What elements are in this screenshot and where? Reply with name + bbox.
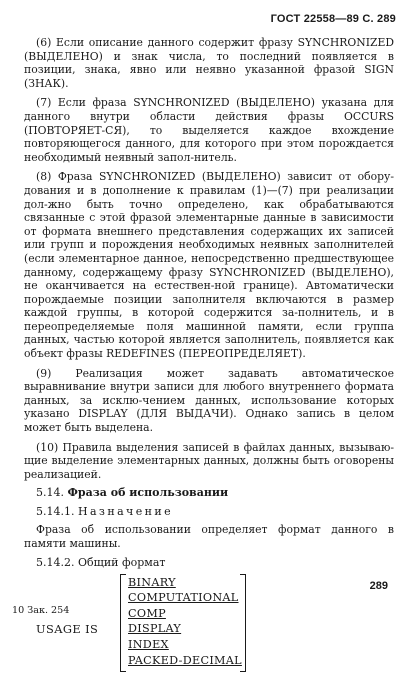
- subsection-purpose-heading: [36, 505, 394, 519]
- option-computational: COMPUTATIONAL: [128, 591, 239, 605]
- right-brace: [240, 574, 246, 672]
- section-number: 5.14.: [36, 486, 64, 500]
- option-display: DISPLAY: [128, 622, 182, 636]
- paragraph-10: (10) Правила выделения записей в файлах данных, вызываю-щие выделение элементарных данных, должны быть оговорены реализацией.: [24, 440, 394, 481]
- paragraph-6: (6) Если описание данного содержит фразу SYNCHRONIZED (ВЫДЕЛЕНО) и знак числа, то последний появляется в позиции, знака, явно или неявно указанной фразой SIGN (ЗНАК).: [24, 36, 394, 90]
- subsection-format-heading: 5.14.2. Общий формат: [36, 555, 166, 569]
- purpose-paragraph: Фраза об использовании определяет формат данного в памяти машины.: [24, 523, 394, 550]
- section-heading: [36, 486, 394, 500]
- page-header: ГОСТ 22558—89 С. 289: [270, 13, 396, 25]
- general-format-block: [24, 574, 394, 674]
- subsection-number: 5.14.1.: [36, 505, 75, 519]
- usage-keyword: USAGE IS: [36, 621, 99, 636]
- option-binary: BINARY: [128, 575, 176, 589]
- document-body: [24, 36, 394, 674]
- option-comp: COMP: [128, 606, 166, 620]
- paragraph-9: (9) Реализация может задавать автоматическое выравнивание внутри записи для любого внутреннего формата данных, за исклю-чением данных, использование которых указано DISPLAY (ДЛЯ ВЫДАЧИ). Однако запись в целом может быть выделена.: [24, 366, 394, 435]
- usage-options: [128, 575, 242, 669]
- paragraph-7: (7) Если фраза SYNCHRONIZED (ВЫДЕЛЕНО) указана для данного внутри области действия фразы OCCURS (ПОВТОРЯЕТ-СЯ), то выделяется каждое вхождение повторяющегося данного, для которого при этом порождается необходимый неявный запол-нитель.: [24, 96, 394, 164]
- option-packed-decimal: PACKED-DECIMAL: [128, 653, 242, 667]
- page-number: 289: [369, 580, 388, 592]
- print-footer: 10 Зак. 254: [12, 605, 70, 616]
- option-index: INDEX: [128, 637, 169, 651]
- paragraph-8: (8) Фраза SYNCHRONIZED (ВЫДЕЛЕНО) зависит от обору-дования и в дополнение к правилам (1)—(7) при реализации дол-жно быть точно определено, как обрабатываются связанные с этой фразой элементарные данные в зависимости от формата внешнего представления содержащих их записей или групп и порождения необходимых неявных заполнителей (если элементарное данное, непосредственно предшествующее данному, содержащему фразу SYNCHRONIZED (ВЫДЕЛЕНО), не оканчивается на естествен-ной границе). Автоматически порождаемые позиции заполнителя включаются в размер каждой группы, в которой содержится за-полнитель, и в переопределяемые поля машинной памяти, если группа данных, частью которой является заполнитель, появляется как объект фразы REDEFINES (ПЕРЕОПРЕДЕЛЯЕТ).: [24, 170, 394, 361]
- left-brace: [120, 574, 126, 672]
- section-title: Фраза об использовании: [67, 486, 229, 500]
- subsection-title: Назначение: [77, 505, 173, 519]
